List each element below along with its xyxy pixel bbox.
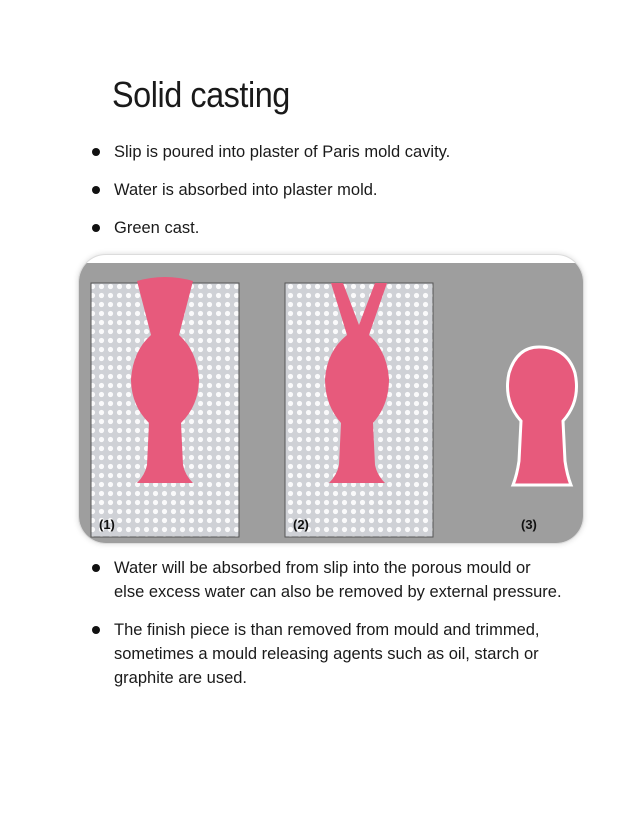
bullet-item (92, 178, 562, 202)
bullet-dot-icon (92, 564, 100, 572)
page-title: Solid casting (112, 74, 290, 115)
panel-2-mold (285, 283, 433, 537)
bullet-item (92, 556, 562, 604)
panel-2-label: (2) (293, 517, 309, 532)
bullet-item (92, 216, 562, 240)
bullet-text: Water will be absorbed from slip into the porous mould or else excess water can also be removed by external pressure. (114, 559, 562, 601)
intro-bullet-list (92, 140, 562, 254)
panel-1-label: (1) (99, 517, 115, 532)
bullet-item (92, 140, 562, 164)
bullet-dot-icon (92, 224, 100, 232)
panel-3-label: (3) (521, 517, 537, 532)
casting-diagram-svg (79, 255, 583, 543)
bullet-text: The finish piece is than removed from mould and trimmed, sometimes a mould releasing agents such as oil, starch or graphite are used. (114, 621, 540, 687)
bullet-dot-icon (92, 148, 100, 156)
casting-diagram (78, 254, 584, 544)
process-bullet-list (92, 556, 562, 704)
bullet-item (92, 618, 562, 690)
bullet-text: Water is absorbed into plaster mold. (114, 181, 378, 199)
bullet-dot-icon (92, 186, 100, 194)
bullet-dot-icon (92, 626, 100, 634)
panel-1-mold (91, 277, 239, 537)
bullet-text: Green cast. (114, 219, 200, 237)
bullet-text: Slip is poured into plaster of Paris mold cavity. (114, 143, 451, 161)
